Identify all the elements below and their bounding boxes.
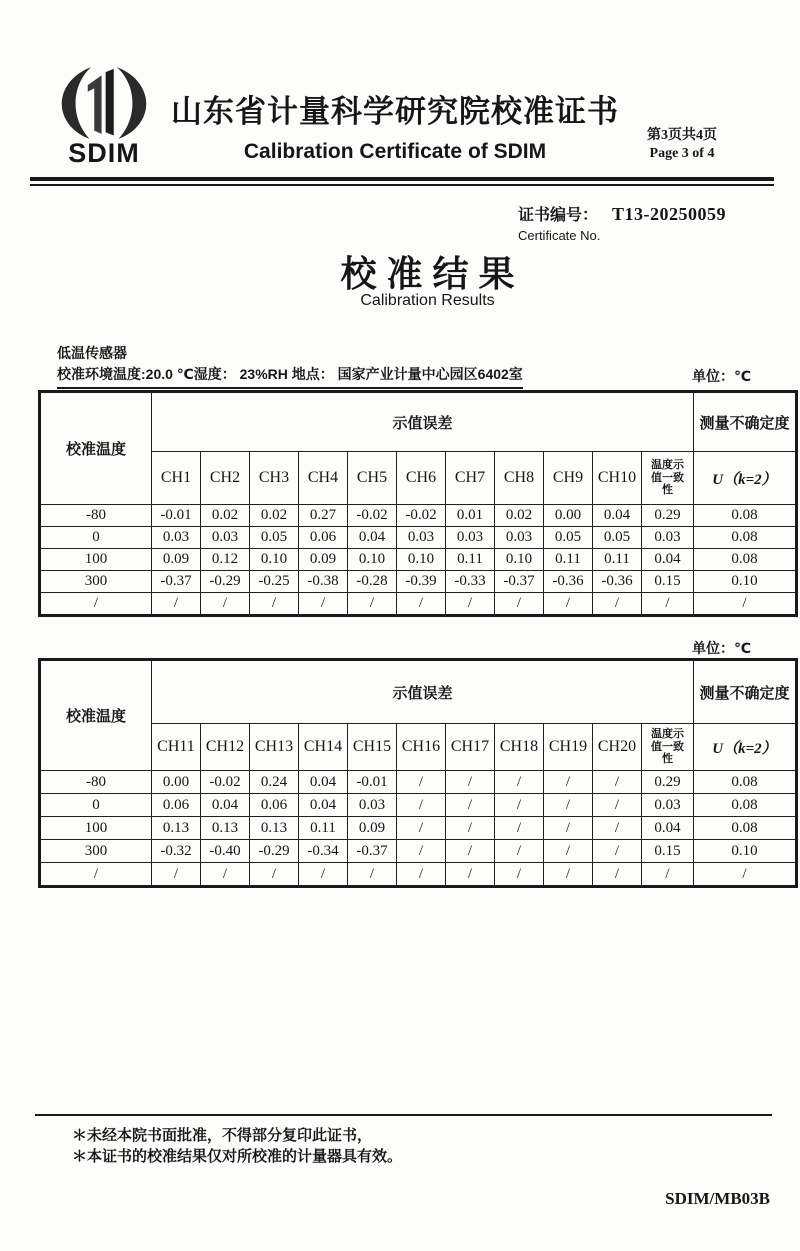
value-cell: 0.03: [152, 527, 201, 549]
value-cell: /: [495, 794, 544, 817]
value-cell: 0.13: [201, 817, 250, 840]
value-cell: /: [446, 794, 495, 817]
temperature-cell: 0: [40, 794, 152, 817]
value-cell: /: [544, 840, 593, 863]
page-indicator-zh: 第3页共4页: [647, 128, 717, 143]
certificate-title-block: [160, 86, 630, 164]
table-row: [40, 527, 797, 549]
channel-header: CH16: [397, 724, 446, 771]
value-cell: 0.05: [593, 527, 642, 549]
value-cell: /: [446, 771, 495, 794]
certificate-title-en: Calibration Certificate of SDIM: [243, 140, 547, 163]
consistency-header: 温度示值一致性: [642, 452, 694, 505]
channel-header: CH17: [446, 724, 495, 771]
value-cell: -0.02: [397, 505, 446, 527]
value-cell: 0.06: [299, 527, 348, 549]
table-header-row-2: [40, 452, 797, 505]
consistency-header: 温度示值一致性: [642, 724, 694, 771]
value-cell: -0.36: [544, 571, 593, 593]
footer-notes: [72, 1125, 402, 1167]
value-cell: /: [397, 840, 446, 863]
value-cell: 0.10: [348, 549, 397, 571]
consistency-cell: 0.04: [642, 549, 694, 571]
consistency-cell: /: [642, 863, 694, 887]
channel-header: CH5: [348, 452, 397, 505]
uncertainty-cell: 0.10: [694, 571, 797, 593]
value-cell: /: [593, 593, 642, 616]
table-row: [40, 817, 797, 840]
value-cell: /: [250, 593, 299, 616]
value-cell: 0.02: [250, 505, 299, 527]
value-cell: 0.10: [250, 549, 299, 571]
value-cell: 0.05: [250, 527, 299, 549]
value-cell: 0.05: [544, 527, 593, 549]
uncertainty-header: 测量不确定度: [694, 392, 797, 452]
value-cell: /: [348, 863, 397, 887]
value-cell: /: [544, 863, 593, 887]
channel-header: CH15: [348, 724, 397, 771]
value-cell: /: [348, 593, 397, 616]
consistency-cell: 0.29: [642, 771, 694, 794]
value-cell: -0.28: [348, 571, 397, 593]
value-cell: /: [495, 771, 544, 794]
table-header-row-1: [40, 392, 797, 452]
value-cell: 0.04: [299, 771, 348, 794]
value-cell: 0.01: [446, 505, 495, 527]
value-cell: /: [446, 840, 495, 863]
table-row: [40, 549, 797, 571]
uncertainty-cell: 0.10: [694, 840, 797, 863]
value-cell: /: [397, 771, 446, 794]
channel-header: CH1: [152, 452, 201, 505]
temperature-cell: 100: [40, 817, 152, 840]
value-cell: -0.37: [495, 571, 544, 593]
value-cell: /: [544, 794, 593, 817]
certificate-title-zh: 山东省计量科学研究院校准证书: [171, 94, 619, 129]
value-cell: /: [593, 863, 642, 887]
value-cell: /: [397, 794, 446, 817]
value-cell: /: [495, 840, 544, 863]
table-row: [40, 771, 797, 794]
channel-header: CH20: [593, 724, 642, 771]
u-k2-header: U（k=2）: [694, 724, 797, 771]
uncertainty-cell: 0.08: [694, 549, 797, 571]
value-cell: /: [446, 817, 495, 840]
value-cell: 0.11: [544, 549, 593, 571]
channel-header: CH2: [201, 452, 250, 505]
value-cell: /: [544, 593, 593, 616]
channel-header: CH12: [201, 724, 250, 771]
temperature-cell: -80: [40, 771, 152, 794]
value-cell: 0.09: [299, 549, 348, 571]
unit-label-1: 单位：℃: [692, 368, 751, 384]
sdim-logo: [44, 64, 164, 169]
value-cell: 0.04: [299, 794, 348, 817]
uncertainty-cell: 0.08: [694, 771, 797, 794]
header-divider: [30, 177, 774, 186]
value-cell: 0.24: [250, 771, 299, 794]
value-cell: /: [250, 863, 299, 887]
calibration-table-ch11-20: [38, 658, 798, 888]
temperature-cell: 100: [40, 549, 152, 571]
value-cell: -0.02: [201, 771, 250, 794]
uncertainty-cell: /: [694, 593, 797, 616]
table-row: [40, 571, 797, 593]
sdim-logo-icon: [55, 64, 153, 142]
channel-header: CH14: [299, 724, 348, 771]
value-cell: -0.01: [348, 771, 397, 794]
channel-header: CH9: [544, 452, 593, 505]
calibration-temp-header: 校准温度: [40, 660, 152, 771]
temperature-cell: 0: [40, 527, 152, 549]
table-header-row-2: [40, 724, 797, 771]
value-cell: 0.04: [348, 527, 397, 549]
temperature-cell: /: [40, 863, 152, 887]
value-cell: 0.00: [544, 505, 593, 527]
value-cell: 0.03: [348, 794, 397, 817]
consistency-cell: 0.29: [642, 505, 694, 527]
value-cell: -0.34: [299, 840, 348, 863]
value-cell: /: [593, 817, 642, 840]
value-cell: -0.29: [250, 840, 299, 863]
consistency-cell: /: [642, 593, 694, 616]
value-cell: /: [544, 771, 593, 794]
value-cell: /: [544, 817, 593, 840]
calibration-temp-header: 校准温度: [40, 392, 152, 505]
value-cell: 0.04: [201, 794, 250, 817]
value-cell: /: [397, 817, 446, 840]
table-row: [40, 863, 797, 887]
certificate-number-block: [518, 202, 726, 243]
value-cell: /: [152, 593, 201, 616]
value-cell: /: [495, 863, 544, 887]
table-row: [40, 505, 797, 527]
value-cell: 0.09: [348, 817, 397, 840]
page-indicator-en: Page 3 of 4: [649, 146, 715, 161]
value-cell: 0.10: [397, 549, 446, 571]
table-header-row-1: [40, 660, 797, 724]
indication-error-header: 示值误差: [152, 660, 694, 724]
uncertainty-cell: 0.08: [694, 505, 797, 527]
value-cell: 0.27: [299, 505, 348, 527]
channel-header: CH3: [250, 452, 299, 505]
channel-header: CH6: [397, 452, 446, 505]
value-cell: -0.02: [348, 505, 397, 527]
value-cell: -0.37: [348, 840, 397, 863]
value-cell: 0.06: [250, 794, 299, 817]
value-cell: 0.03: [446, 527, 495, 549]
consistency-cell: 0.15: [642, 840, 694, 863]
temperature-cell: 300: [40, 571, 152, 593]
value-cell: /: [593, 840, 642, 863]
value-cell: /: [201, 863, 250, 887]
channel-header: CH8: [495, 452, 544, 505]
value-cell: -0.01: [152, 505, 201, 527]
value-cell: /: [446, 593, 495, 616]
value-cell: /: [495, 593, 544, 616]
value-cell: -0.40: [201, 840, 250, 863]
uncertainty-cell: 0.08: [694, 794, 797, 817]
value-cell: /: [593, 771, 642, 794]
value-cell: /: [201, 593, 250, 616]
footer-note-2: ＊本证书的校准结果仅对所校准的计量器具有效。: [72, 1148, 403, 1165]
value-cell: 0.03: [495, 527, 544, 549]
value-cell: 0.11: [299, 817, 348, 840]
certificate-no-value: T13-20250059: [612, 204, 727, 224]
logo-text: SDIM: [68, 138, 140, 168]
device-name: 低温传感器: [57, 345, 127, 361]
table-row: [40, 593, 797, 616]
indication-error-header: 示值误差: [152, 392, 694, 452]
value-cell: 0.06: [152, 794, 201, 817]
uncertainty-cell: /: [694, 863, 797, 887]
value-cell: -0.38: [299, 571, 348, 593]
consistency-cell: 0.15: [642, 571, 694, 593]
calibration-table-ch1-10: [38, 390, 798, 617]
value-cell: 0.00: [152, 771, 201, 794]
consistency-cell: 0.03: [642, 794, 694, 817]
value-cell: -0.25: [250, 571, 299, 593]
value-cell: 0.11: [446, 549, 495, 571]
consistency-cell: 0.04: [642, 817, 694, 840]
temperature-cell: -80: [40, 505, 152, 527]
value-cell: 0.02: [495, 505, 544, 527]
channel-header: CH4: [299, 452, 348, 505]
table-row: [40, 840, 797, 863]
uncertainty-cell: 0.08: [694, 817, 797, 840]
value-cell: /: [397, 863, 446, 887]
value-cell: -0.32: [152, 840, 201, 863]
value-cell: -0.39: [397, 571, 446, 593]
temperature-cell: 300: [40, 840, 152, 863]
page-indicator: [612, 124, 752, 162]
value-cell: -0.36: [593, 571, 642, 593]
footer-divider: [35, 1114, 772, 1116]
table-row: [40, 794, 797, 817]
value-cell: /: [397, 593, 446, 616]
form-number: SDIM/MB03B: [665, 1189, 770, 1208]
value-cell: /: [495, 817, 544, 840]
value-cell: 0.12: [201, 549, 250, 571]
certificate-no-label: 证书编号：: [518, 207, 599, 224]
channel-header: CH13: [250, 724, 299, 771]
consistency-cell: 0.03: [642, 527, 694, 549]
value-cell: -0.37: [152, 571, 201, 593]
value-cell: 0.10: [495, 549, 544, 571]
channel-header: CH19: [544, 724, 593, 771]
value-cell: 0.03: [397, 527, 446, 549]
value-cell: /: [446, 863, 495, 887]
temperature-cell: /: [40, 593, 152, 616]
value-cell: -0.29: [201, 571, 250, 593]
value-cell: 0.11: [593, 549, 642, 571]
value-cell: 0.09: [152, 549, 201, 571]
value-cell: /: [152, 863, 201, 887]
channel-header: CH10: [593, 452, 642, 505]
value-cell: 0.13: [152, 817, 201, 840]
uncertainty-cell: 0.08: [694, 527, 797, 549]
value-cell: 0.03: [201, 527, 250, 549]
unit-label-2: 单位：℃: [692, 640, 751, 656]
channel-header: CH18: [495, 724, 544, 771]
value-cell: /: [593, 794, 642, 817]
u-k2-header: U（k=2）: [694, 452, 797, 505]
value-cell: 0.13: [250, 817, 299, 840]
value-cell: 0.04: [593, 505, 642, 527]
certificate-no-label-en: Certificate No.: [518, 228, 601, 243]
value-cell: /: [299, 593, 348, 616]
value-cell: /: [299, 863, 348, 887]
environment-conditions: 校准环境温度:20.0 ℃湿度： 23%RH 地点： 国家产业计量中心园区6402室: [57, 364, 523, 389]
value-cell: 0.02: [201, 505, 250, 527]
channel-header: CH11: [152, 724, 201, 771]
section-title: 校 准 结 果: [340, 253, 515, 294]
uncertainty-header: 测量不确定度: [694, 660, 797, 724]
footer-note-1: ＊未经本院书面批准，不得部分复印此证书，: [72, 1127, 373, 1144]
section-subtitle: Calibration Results: [360, 292, 495, 309]
value-cell: -0.33: [446, 571, 495, 593]
channel-header: CH7: [446, 452, 495, 505]
